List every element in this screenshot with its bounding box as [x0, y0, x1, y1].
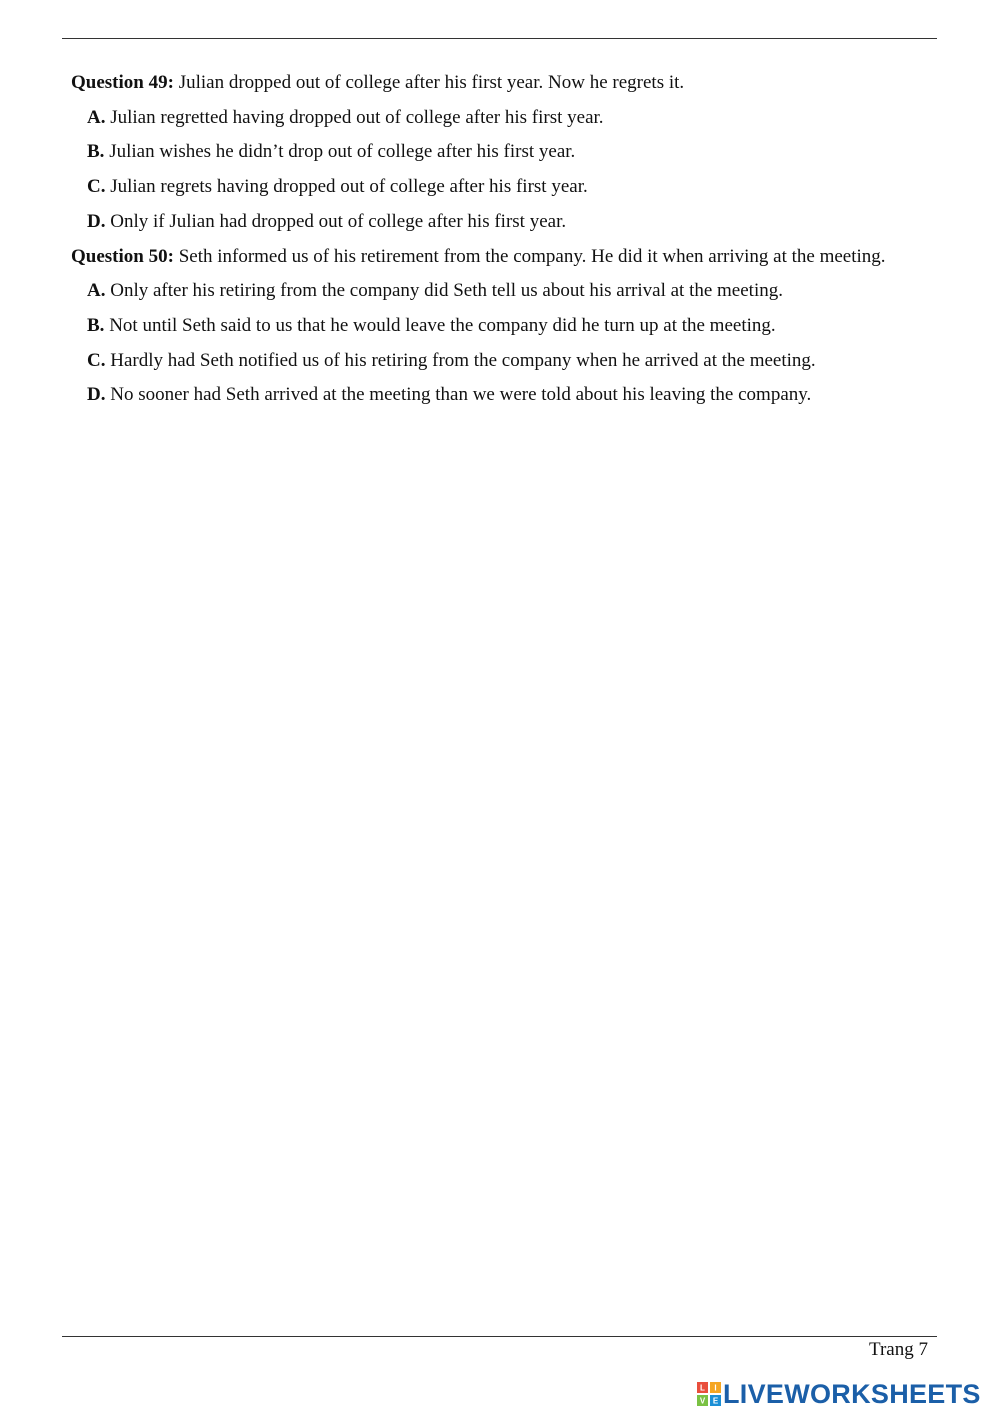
question-label: Question 50: [71, 245, 174, 267]
question-label: Question 49: [71, 72, 174, 93]
option-text: No sooner had Seth arrived at the meeting than we were told about his leaving the company. [110, 384, 812, 406]
option-a[interactable] [71, 274, 928, 309]
option-letter: C. [87, 176, 106, 198]
option-text: Only if Julian had dropped out of college after his first year. [110, 210, 567, 232]
question-list [71, 66, 928, 413]
question-stem [71, 66, 928, 101]
option-b[interactable] [71, 135, 928, 170]
liveworksheets-logo[interactable] [697, 1377, 981, 1411]
option-b[interactable] [71, 309, 928, 344]
question-text: Julian dropped out of college after his first year. Now he regrets it. [178, 72, 685, 93]
option-c[interactable] [71, 170, 928, 205]
option-text: Julian wishes he didn’t drop out of college after his first year. [109, 141, 576, 163]
option-letter: A. [87, 280, 106, 302]
option-c[interactable] [71, 344, 928, 379]
svg-text:L: L [700, 1383, 705, 1393]
svg-text:I: I [714, 1383, 717, 1393]
option-letter: B. [87, 314, 105, 336]
option-letter: B. [87, 141, 105, 163]
question-text: Seth informed us of his retirement from the company. He did it when arriving at the meeting. [178, 245, 886, 267]
question-50 [71, 240, 928, 414]
option-a[interactable] [71, 101, 928, 136]
page-number: Trang 7 [869, 1339, 928, 1360]
option-text: Not until Seth said to us that he would leave the company did he turn up at the meeting. [109, 314, 776, 336]
option-text: Julian regretted having dropped out of college after his first year. [110, 106, 604, 128]
live-grid-icon [697, 1382, 721, 1406]
footer-rule [62, 1336, 937, 1337]
option-text: Only after his retiring from the company did Seth tell us about his arrival at the meeting. [110, 280, 783, 302]
option-letter: D. [87, 210, 106, 232]
question-stem [71, 240, 928, 275]
question-49 [71, 66, 928, 240]
option-letter: C. [87, 349, 106, 371]
header-rule [62, 38, 937, 39]
option-letter: A. [87, 106, 106, 128]
svg-text:V: V [699, 1396, 706, 1406]
option-text: Hardly had Seth notified us of his retiring from the company when he arrived at the meeting. [110, 349, 816, 371]
option-text: Julian regrets having dropped out of college after his first year. [110, 176, 588, 198]
option-d[interactable] [71, 378, 928, 413]
option-letter: D. [87, 384, 106, 406]
option-d[interactable] [71, 205, 928, 240]
svg-text:E: E [712, 1396, 719, 1406]
brand-name: LIVEWORKSHEETS [723, 1378, 981, 1409]
